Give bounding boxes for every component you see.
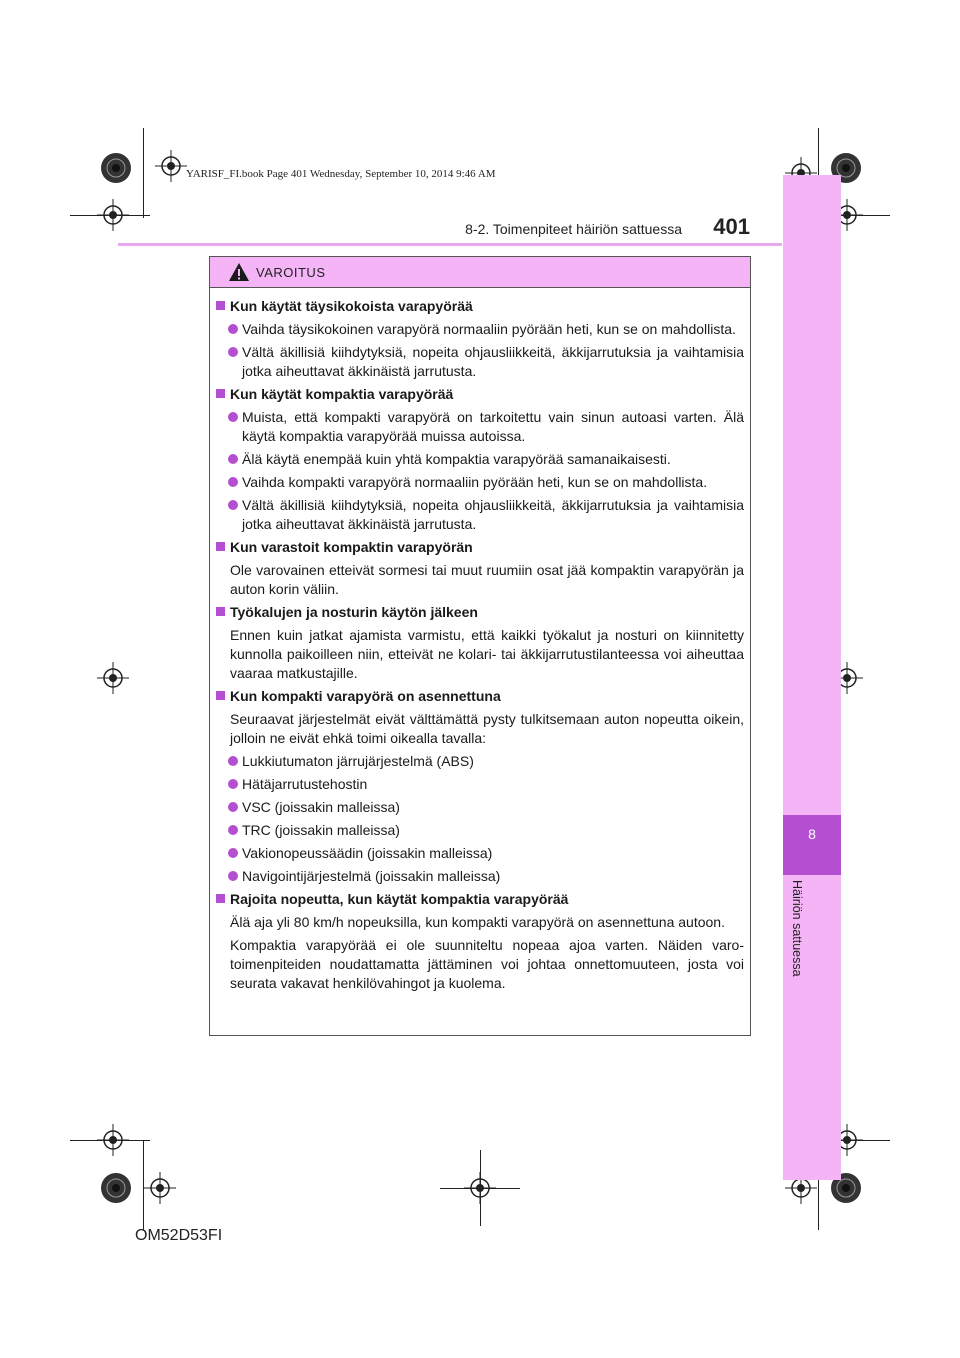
chapter-title: Häiriön sattuessa bbox=[790, 880, 804, 977]
book-stamp: YARISF_FI.book Page 401 Wednesday, September 10, 2014 9:46 AM bbox=[186, 168, 496, 180]
chapter-number: 8 bbox=[808, 826, 816, 842]
heading-text: Kun kompakti varapyörä on asennettuna bbox=[230, 688, 501, 704]
bullet-dot-icon bbox=[228, 871, 238, 881]
square-bullet-icon bbox=[216, 607, 225, 616]
list-item bbox=[216, 821, 744, 840]
bullet-dot-icon bbox=[228, 825, 238, 835]
list-item-text: VSC (joissakin malleissa) bbox=[242, 799, 400, 815]
paragraph: Kompaktia varapyörää ei ole suunniteltu nopeaa ajoa varten. Näiden varotoimenpiteiden noudattamatta jättäminen voi johtaa onnettomuuteen, josta voi seurata vakavat henkilövahingot ja kuolema. bbox=[230, 937, 744, 991]
list-item-text: Vaihda kompakti varapyörä normaaliin pyörään heti, kun se on mahdollista. bbox=[242, 474, 708, 490]
list-item bbox=[216, 844, 744, 863]
bullet-dot-icon bbox=[228, 500, 238, 510]
crop-line bbox=[480, 1150, 481, 1226]
list-item-text: Lukkiutumaton järrujärjestelmä (ABS) bbox=[242, 753, 474, 769]
paragraph: Ole varovainen etteivät sormesi tai muut ruumiin osat jää kompaktin varapyörän ja auton korin väliin. bbox=[230, 562, 744, 597]
registration-target-icon bbox=[144, 1172, 176, 1204]
warning-body bbox=[216, 297, 744, 997]
list-item-text: Vältä äkillisiä kiihdytyksiä, nopeita ohjausliikkeitä, äkkijarrutuksia ja vaihtamisia jotka aiheuttavat äkkinäistä jarrutusta. bbox=[242, 497, 744, 532]
section-heading bbox=[216, 538, 744, 557]
section-heading bbox=[216, 687, 744, 706]
warning-title: VAROITUS bbox=[256, 265, 326, 280]
list-item bbox=[216, 408, 744, 446]
list-item-text: Navigointijärjestelmä (joissakin malleissa) bbox=[242, 868, 501, 884]
list-item bbox=[216, 320, 744, 339]
square-bullet-icon bbox=[216, 389, 225, 398]
document-code: OM52D53FI bbox=[135, 1227, 223, 1244]
bullet-dot-icon bbox=[228, 756, 238, 766]
list-item-text: Vaihda täysikokoinen varapyörä normaaliin pyörään heti, kun se on mahdollista. bbox=[242, 321, 736, 337]
bullet-dot-icon bbox=[228, 802, 238, 812]
registration-target-icon bbox=[97, 1124, 129, 1156]
heading-text: Rajoita nopeutta, kun käytät kompaktia varapyörää bbox=[230, 891, 569, 907]
bullet-dot-icon bbox=[228, 454, 238, 464]
heading-text: Kun käytät täysikokoista varapyörää bbox=[230, 298, 473, 314]
chapter-number-block bbox=[783, 815, 841, 875]
list-item-text: Hätäjarrutustehostin bbox=[242, 776, 368, 792]
list-item-text: Vakionopeussäädin (joissakin malleissa) bbox=[242, 845, 493, 861]
heading-text: Kun varastoit kompaktin varapyörän bbox=[230, 539, 473, 555]
header-rule bbox=[118, 243, 782, 246]
bullet-dot-icon bbox=[228, 848, 238, 858]
bullet-dot-icon bbox=[228, 347, 238, 357]
registration-target-icon bbox=[155, 150, 187, 182]
list-item bbox=[216, 496, 744, 534]
bullet-dot-icon bbox=[228, 324, 238, 334]
warning-box bbox=[209, 256, 751, 1036]
paragraph: Ennen kuin jatkat ajamista varmistu, että kaikki työkalut ja nosturi on kiinnitetty kunnolla paikoilleen niin, etteivät ne kolari- tai äkkijarrutustilanteessa voi aiheuttaa vaaraa matkustajille. bbox=[230, 627, 744, 681]
bullet-dot-icon bbox=[228, 779, 238, 789]
warning-header bbox=[210, 257, 750, 288]
starburst-mark-icon bbox=[100, 1172, 132, 1204]
list-item bbox=[216, 752, 744, 771]
list-item bbox=[216, 867, 744, 886]
registration-target-icon bbox=[97, 662, 129, 694]
list-item bbox=[216, 775, 744, 794]
paragraph: Älä aja yli 80 km/h nopeuksilla, kun kompakti varapyörä on asennettuna autoon. bbox=[230, 914, 725, 930]
bullet-dot-icon bbox=[228, 477, 238, 487]
heading-text: Kun käytät kompaktia varapyörää bbox=[230, 386, 454, 402]
list-item-text: TRC (joissakin malleissa) bbox=[242, 822, 400, 838]
list-item bbox=[216, 798, 744, 817]
warning-triangle-icon bbox=[228, 262, 250, 282]
page-number: 401 bbox=[713, 214, 750, 239]
section-heading bbox=[216, 890, 744, 909]
list-item-text: Vältä äkillisiä kiihdytyksiä, nopeita ohjausliikkeitä, äkkijarrutuksia ja vaihtamisia jotka aiheuttavat äkkinäistä jarrutusta. bbox=[242, 344, 744, 379]
starburst-mark-icon bbox=[100, 152, 132, 184]
list-item bbox=[216, 450, 744, 469]
square-bullet-icon bbox=[216, 894, 225, 903]
list-item bbox=[216, 343, 744, 381]
square-bullet-icon bbox=[216, 542, 225, 551]
section-heading bbox=[216, 297, 744, 316]
section-heading bbox=[216, 603, 744, 622]
registration-target-icon bbox=[97, 199, 129, 231]
paragraph: Seuraavat järjestelmät eivät välttämättä pysty tulkitsemaan auton nopeutta oikein, jolloin ne eivät ehkä toimi oikealla tavalla: bbox=[230, 711, 744, 746]
section-heading bbox=[216, 385, 744, 404]
list-item-text: Älä käytä enempää kuin yhtä kompaktia varapyörää samanaikaisesti. bbox=[242, 451, 671, 467]
square-bullet-icon bbox=[216, 691, 225, 700]
list-item bbox=[216, 473, 744, 492]
chapter-title-container bbox=[783, 880, 841, 1030]
heading-text: Työkalujen ja nosturin käytön jälkeen bbox=[230, 604, 478, 620]
bullet-dot-icon bbox=[228, 412, 238, 422]
square-bullet-icon bbox=[216, 301, 225, 310]
list-item-text: Muista, että kompakti varapyörä on tarkoitettu vain sinun autoasi varten. Älä käytä kompaktia varapyörää muissa autoissa. bbox=[242, 409, 744, 444]
section-header-title: 8-2. Toimenpiteet häiriön sattuessa bbox=[465, 221, 682, 237]
